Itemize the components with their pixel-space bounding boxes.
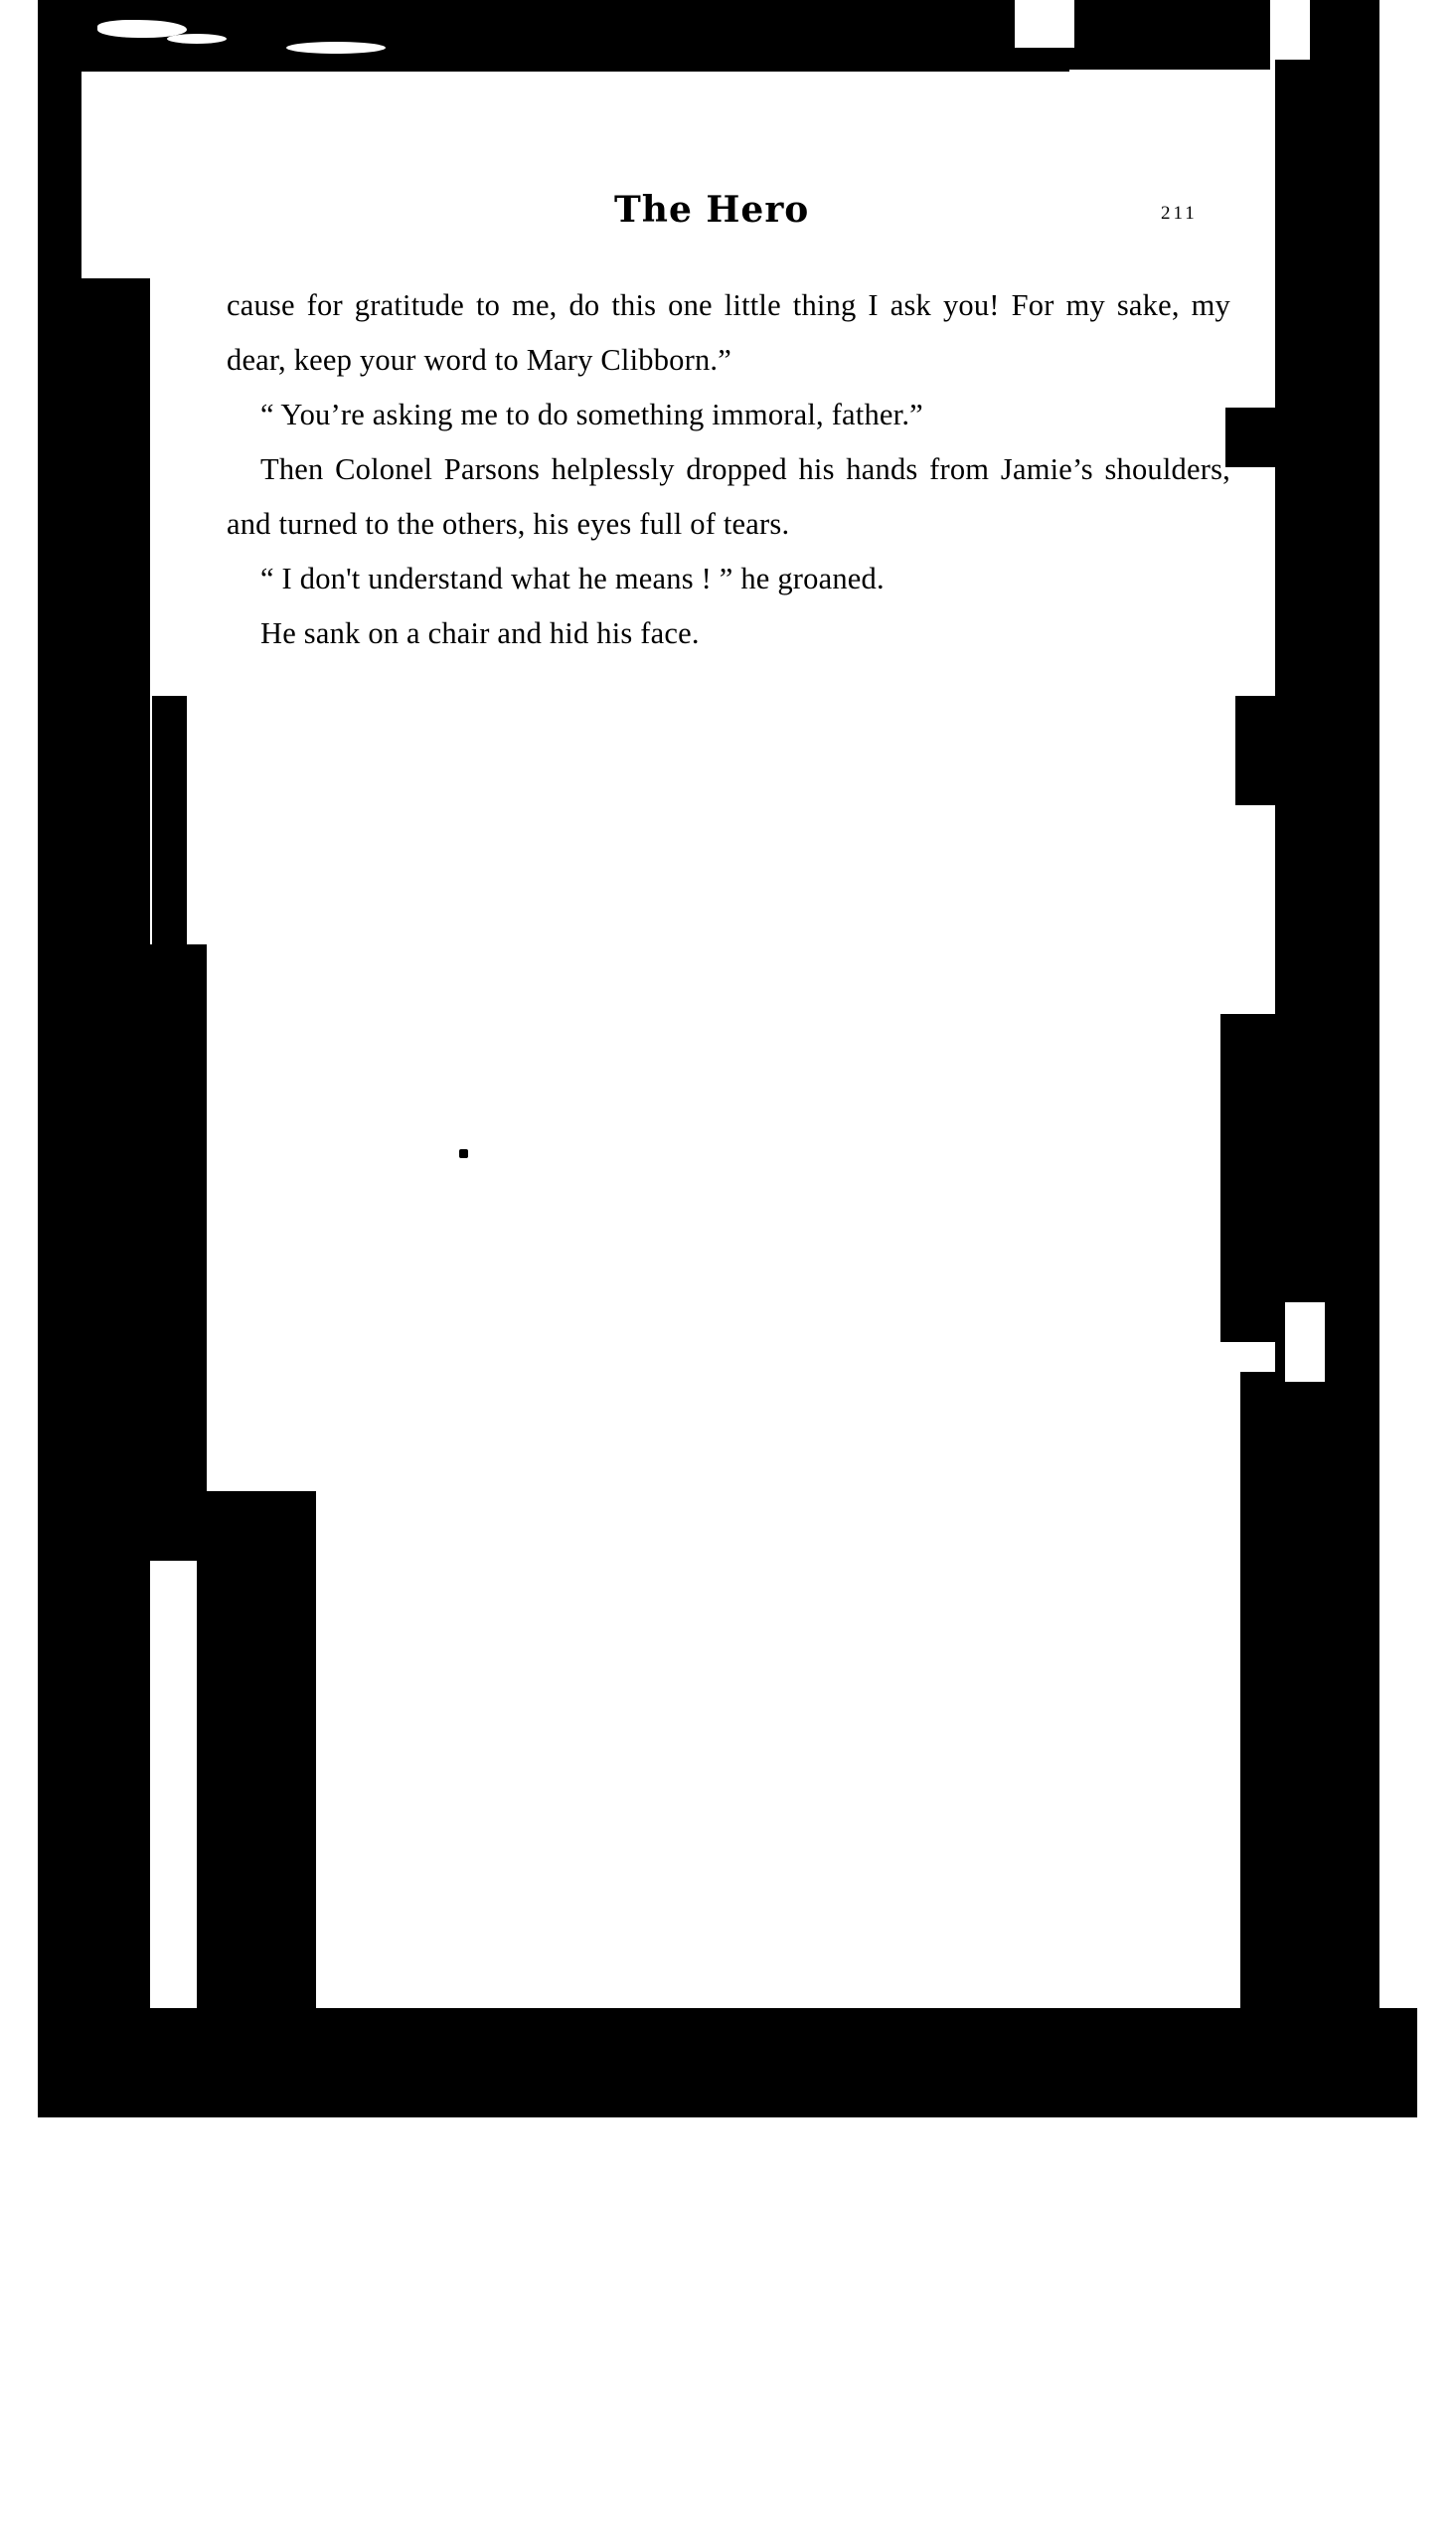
scan-artifact-light-6: [1285, 1302, 1325, 1382]
scanned-page: [38, 0, 1379, 2117]
scan-edge-right-3: [1235, 696, 1285, 805]
paragraph: “ You’re asking me to do something immoral, father.”: [260, 398, 923, 431]
scan-edge-right-4: [1220, 1014, 1300, 1342]
scan-edge-bottom: [76, 2008, 1417, 2117]
scan-edge-left-4: [197, 1491, 316, 2048]
scan-artifact-light-3: [167, 34, 227, 44]
paragraph: “ I don't understand what he means ! ” he groaned.: [260, 562, 885, 595]
running-head: [227, 189, 1230, 251]
body-text: [227, 278, 1230, 661]
running-head-title: The Hero: [614, 189, 810, 231]
scan-edge-left-3: [147, 944, 207, 1561]
scan-edge-left-1: [76, 278, 150, 2048]
scan-edge-right-5: [1240, 1372, 1310, 2068]
scan-artifact-light-4: [1015, 0, 1074, 48]
paragraph: cause for gratitude to me, do this one little thing I ask you! For my sake, my dear, keep your word to Mary Clibborn.”: [227, 288, 1230, 377]
scan-edge-top: [76, 0, 1069, 72]
paragraph: Then Colonel Parsons helplessly dropped his hands from Jamie’s shoulders, and turned to the others, his eyes full of tears.: [227, 452, 1230, 541]
ink-speck: [459, 1149, 468, 1158]
scan-edge-right-2: [1225, 408, 1285, 467]
paragraph: He sank on a chair and hid his face.: [260, 616, 700, 650]
page-number: 211: [1161, 203, 1198, 224]
page-text-block: [227, 189, 1230, 661]
scan-artifact-light-2: [286, 42, 386, 54]
